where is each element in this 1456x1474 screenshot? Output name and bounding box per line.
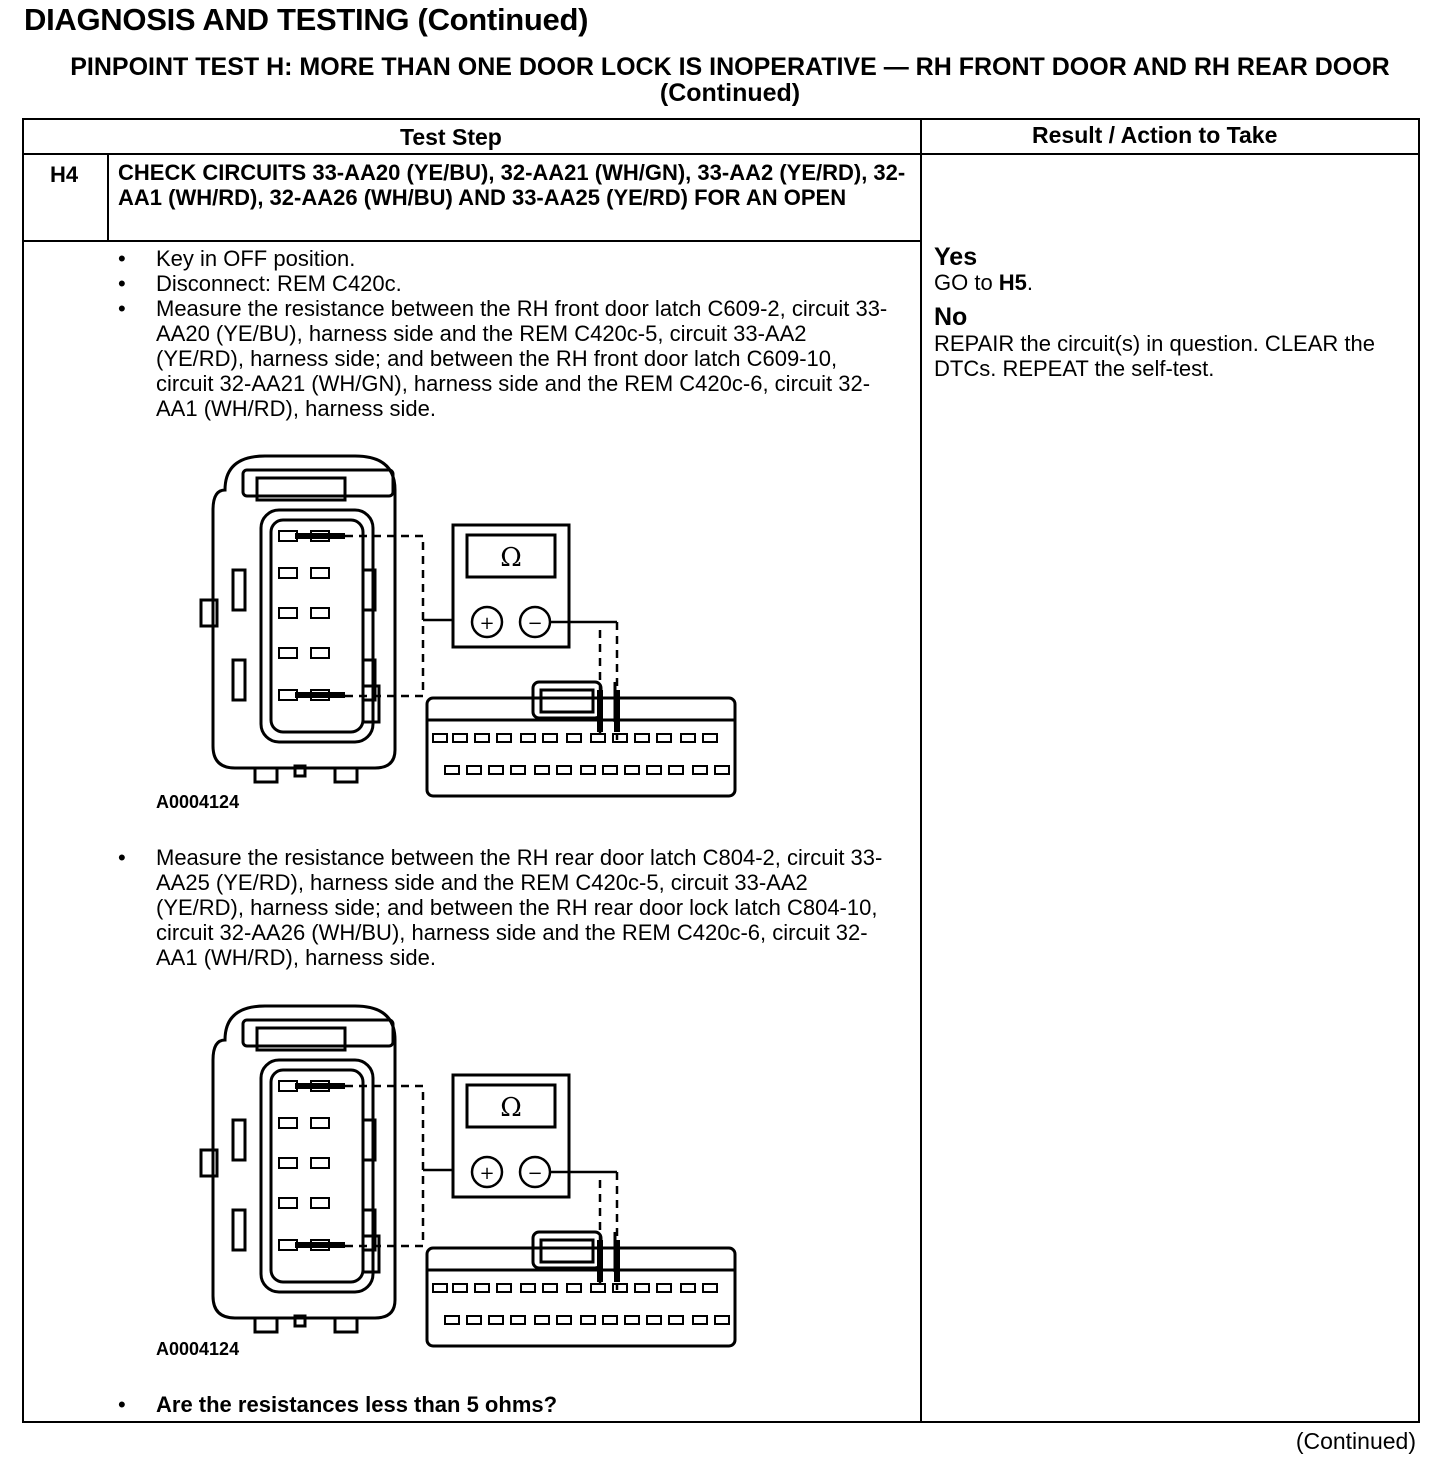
question-text: Are the resistances less than 5 ohms? <box>156 1392 558 1417</box>
yes-action-target: H5 <box>998 270 1027 295</box>
step-instructions-2 <box>118 845 893 970</box>
continued-note: (Continued) <box>1295 1428 1416 1454</box>
pinpoint-test-title: PINPOINT TEST H: MORE THAN ONE DOOR LOCK IS INOPERATIVE — RH FRONT DOOR AND RH REAR DOOR (Continued) <box>70 53 1390 107</box>
question-item <box>118 1392 893 1417</box>
figure-id-2: A0004124 <box>156 1339 240 1359</box>
header-row-divider <box>22 153 1420 155</box>
result-yes-label: Yes <box>934 243 978 271</box>
instruction-item: • Disconnect: REM C420c. <box>118 271 893 296</box>
yes-action-suffix: . <box>1026 270 1034 295</box>
step-question <box>118 1392 893 1417</box>
figure-id-1: A0004124 <box>156 792 240 812</box>
meter-plus-terminal: + <box>479 613 495 634</box>
connector-diagram-2 <box>195 1000 755 1360</box>
result-no-action: REPAIR the circuit(s) in question. CLEAR the DTCs. REPEAT the self-test. <box>934 331 1375 381</box>
step-id: H4 <box>50 162 79 187</box>
instruction-item: • Measure the resistance between the RH rear door latch C804-2, circuit 33-AA25 (YE/RD), harness side and the REM C420c-5, circuit 33-AA2 (YE/RD), harness side; and between the RH rear door lock latch C804-10, circuit 32-AA26 (WH/BU), harness side and the REM C420c-6, circuit 32-AA1 (WH/RD), harness side. <box>118 845 893 970</box>
step-instructions-1 <box>118 246 893 421</box>
ohm-symbol: Ω <box>500 543 522 573</box>
instruction-item: • Measure the resistance between the RH front door latch C609-2, circuit 33-AA20 (YE/BU), harness side and the REM C420c-5, circuit 33-AA2 (YE/RD), harness side; and between the RH front door latch C609-10, circuit 32-AA21 (WH/GN), harness side and the REM C420c-6, circuit 32-AA1 (WH/RD), harness side. <box>118 296 893 421</box>
step-heading-divider <box>22 240 922 242</box>
yes-action-prefix: GO to <box>934 270 999 295</box>
meter-minus-terminal: − <box>527 1163 543 1184</box>
connector-diagram-1 <box>195 450 755 810</box>
step-id-divider <box>107 155 109 241</box>
instruction-item: • Key in OFF position. <box>118 246 893 271</box>
ohm-symbol: Ω <box>500 1093 522 1123</box>
result-yes-action <box>934 270 1414 295</box>
column-divider <box>920 118 922 1423</box>
column-header-test-step: Test Step <box>400 124 502 150</box>
meter-minus-terminal: − <box>527 613 543 634</box>
result-no-label: No <box>934 303 968 331</box>
meter-plus-terminal: + <box>479 1163 495 1184</box>
page-title: DIAGNOSIS AND TESTING (Continued) <box>24 2 589 37</box>
column-header-result: Result / Action to Take <box>1032 122 1278 148</box>
step-heading: CHECK CIRCUITS 33-AA20 (YE/BU), 32-AA21 (WH/GN), 33-AA2 (YE/RD), 32-AA1 (WH/RD), 32-AA26 (WH/BU) AND 33-AA25 (YE/RD) FOR AN OPEN <box>118 160 906 210</box>
